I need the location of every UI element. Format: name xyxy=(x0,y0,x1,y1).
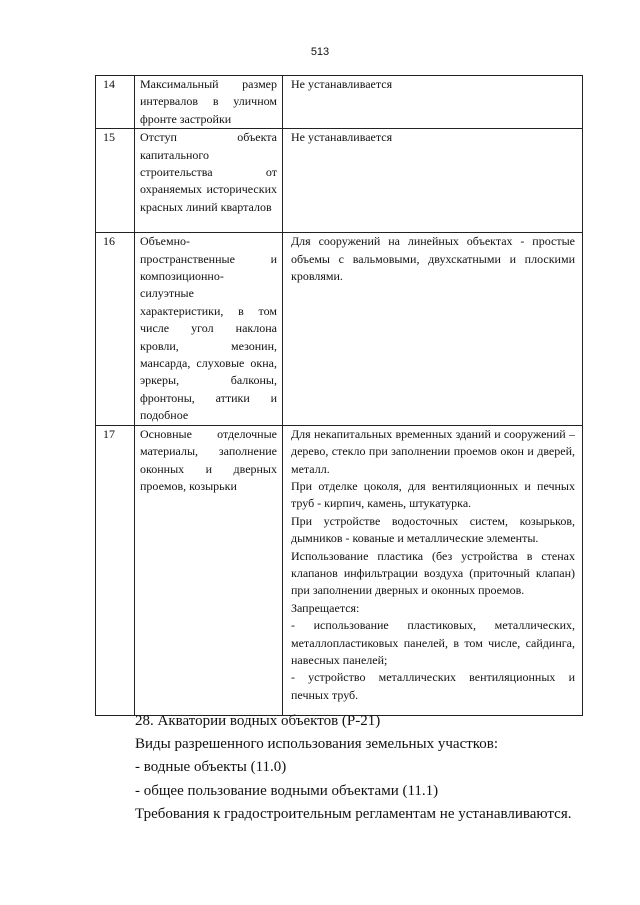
permitted-uses-title: Виды разрешенного использования земельных участков: xyxy=(135,736,499,753)
value-paragraph: - устройство металлических вентиляционных и печных труб. xyxy=(291,670,575,702)
parameter-value xyxy=(283,76,583,129)
value-paragraph: Запрещается: xyxy=(291,600,360,615)
row-number: 16 xyxy=(96,233,135,425)
parameter-value xyxy=(283,129,583,233)
parameter-name: Основные отделочные материалы, заполнение оконных и дверных проемов, козырьки xyxy=(135,425,283,715)
parameter-value xyxy=(283,233,583,425)
parameter-name: Максимальный размер интервалов в уличном фронте застройки xyxy=(135,76,283,129)
section-heading: 28. Акватории водных объектов (Р-21) xyxy=(135,713,381,729)
row-number: 15 xyxy=(96,129,135,233)
value-paragraph: Не устанавливается xyxy=(291,130,393,145)
regulations-table xyxy=(95,75,583,716)
parameter-name: Отступ объекта капитального строительства от охраняемых исторических красных линий кварталов xyxy=(135,129,283,233)
value-paragraph: - использование пластиковых, металлических, металлопластиковых панелей, в том числе, сайдинга, навесных панелей; xyxy=(291,618,575,667)
table-row xyxy=(96,233,583,425)
value-paragraph: Для сооружений на линейных объектах - простые объемы с вальмовыми, двухскатными и плоскими кровлями. xyxy=(291,234,575,284)
row-number: 14 xyxy=(96,76,135,129)
value-paragraph: Не устанавливается xyxy=(291,77,393,91)
list-item: - водные объекты (11.0) xyxy=(135,759,287,776)
row-number: 17 xyxy=(96,425,135,715)
value-paragraph: Для некапитальных временных зданий и сооружений – дерево, стекло при заполнении проемов окон и дверей, металл. xyxy=(291,426,575,476)
parameter-name: Объемно-пространственные и композиционно-силуэтные характеристики, в том числе угол наклона кровли, мезонин, мансарда, слуховые окна, эркеры, балконы, фронтоны, аттики и подобное xyxy=(135,233,283,425)
parameter-value xyxy=(283,425,583,715)
table-row xyxy=(96,425,583,715)
section-r21 xyxy=(135,710,595,826)
list-item: - общее пользование водными объектами (11.1) xyxy=(135,782,439,799)
page-number: 513 xyxy=(310,46,330,58)
value-paragraph: При устройстве водосточных систем, козырьков, дымников - кованые и металлические элементы. xyxy=(291,513,575,546)
table-row xyxy=(96,76,583,129)
value-paragraph: При отделке цоколя, для вентиляционных и печных труб - кирпич, камень, штукатурка. xyxy=(291,478,575,511)
section-note: Требования к градостроительным регламентам не устанавливаются. xyxy=(135,805,572,822)
value-paragraph: Использование пластика (без устройства в стенах клапанов инфильтрации воздуха (приточный клапан) при заполнении дверных и оконных проемов. xyxy=(291,548,575,598)
table-row xyxy=(96,129,583,233)
